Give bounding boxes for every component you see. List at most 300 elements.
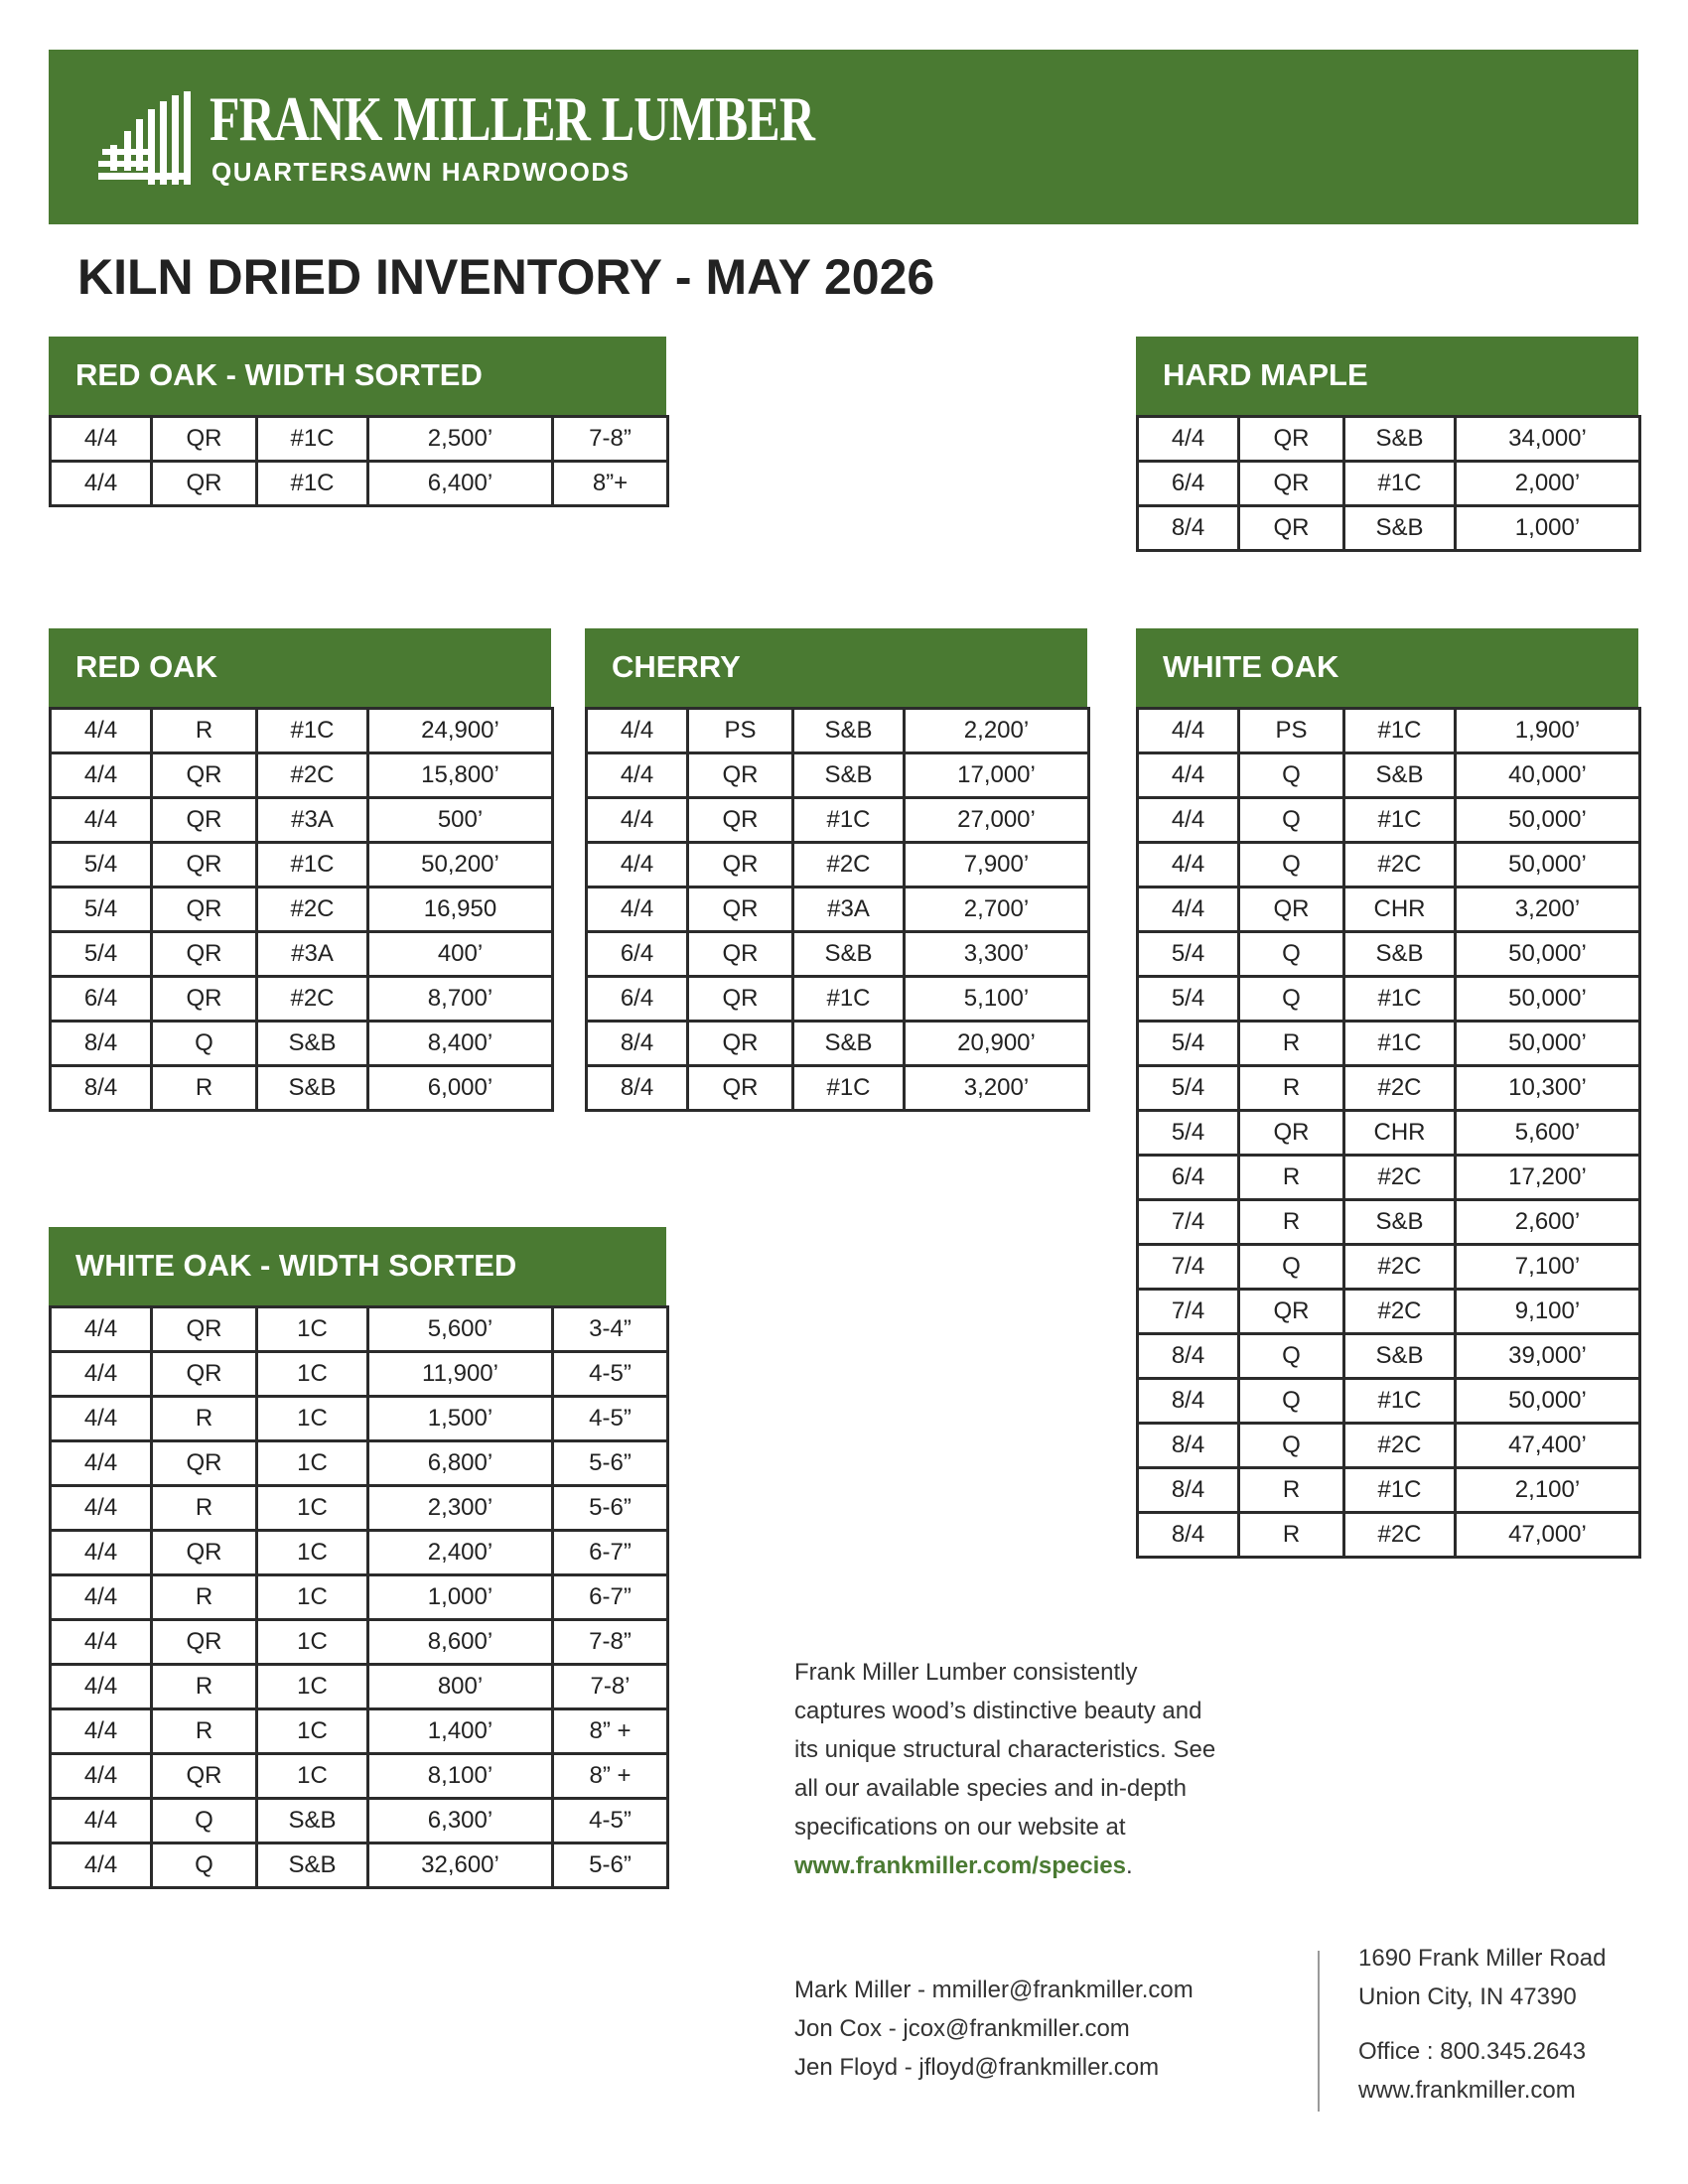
website-link[interactable]: www.frankmiller.com (1358, 2077, 1576, 2104)
thickness-cell: 4/4 (1138, 798, 1239, 843)
grade-cell: 1C (257, 1397, 368, 1441)
thickness-cell: 6/4 (51, 977, 152, 1022)
thickness-cell: 8/4 (1138, 506, 1239, 551)
cut-cell: QR (152, 977, 257, 1022)
table-row (1138, 1379, 1640, 1424)
thickness-cell: 5/4 (51, 932, 152, 977)
grade-cell: 1C (257, 1709, 368, 1754)
width-cell: 8” + (553, 1754, 668, 1799)
footage-cell: 6,400’ (368, 462, 553, 506)
company-blurb (794, 1653, 1271, 1885)
table-red-oak (49, 628, 551, 1112)
blurb-line: captures wood’s distinctive beauty and (794, 1698, 1202, 1724)
thickness-cell: 4/4 (51, 798, 152, 843)
grade-cell: #3A (257, 932, 368, 977)
thickness-cell: 4/4 (51, 1843, 152, 1888)
footage-cell: 8,100’ (368, 1754, 553, 1799)
cut-cell: QR (152, 1531, 257, 1575)
footage-cell: 2,400’ (368, 1531, 553, 1575)
table-row (1138, 887, 1640, 932)
table-row (1138, 1200, 1640, 1245)
table-row (1138, 1022, 1640, 1066)
grade-cell: 1C (257, 1620, 368, 1665)
cut-cell: QR (152, 798, 257, 843)
thickness-cell: 4/4 (51, 1754, 152, 1799)
cut-cell: QR (152, 1307, 257, 1352)
thickness-cell: 5/4 (51, 887, 152, 932)
cut-cell: QR (688, 843, 793, 887)
table-row (587, 1066, 1089, 1111)
width-cell: 5-6” (553, 1843, 668, 1888)
grade-cell: S&B (257, 1799, 368, 1843)
cut-cell: Q (152, 1022, 257, 1066)
thickness-cell: 5/4 (51, 843, 152, 887)
footer-divider (1318, 1951, 1320, 2112)
table-white-oak-width-sorted (49, 1227, 666, 1889)
grade-cell: 1C (257, 1486, 368, 1531)
cut-cell: PS (1239, 709, 1344, 753)
grade-cell: #1C (1344, 709, 1456, 753)
width-cell: 6-7” (553, 1575, 668, 1620)
width-cell: 4-5” (553, 1352, 668, 1397)
table-row (51, 1022, 553, 1066)
table-row (51, 1531, 668, 1575)
table-row (51, 1843, 668, 1888)
thickness-cell: 8/4 (1138, 1468, 1239, 1513)
blurb-line: all our available species and in-depth (794, 1775, 1187, 1802)
footage-cell: 3,200’ (1456, 887, 1640, 932)
footage-cell: 10,300’ (1456, 1066, 1640, 1111)
table-row (51, 462, 668, 506)
cut-cell: Q (152, 1799, 257, 1843)
table-row (1138, 1066, 1640, 1111)
grade-cell: #1C (793, 977, 905, 1022)
width-cell: 4-5” (553, 1799, 668, 1843)
thickness-cell: 6/4 (587, 932, 688, 977)
contact-jen-floyd[interactable]: Jen Floyd - jfloyd@frankmiller.com (794, 2054, 1160, 2081)
cut-cell: QR (1239, 417, 1344, 462)
footage-cell: 34,000’ (1456, 417, 1640, 462)
thickness-cell: 7/4 (1138, 1245, 1239, 1290)
footage-cell: 17,200’ (1456, 1156, 1640, 1200)
grade-cell: #2C (1344, 1245, 1456, 1290)
cut-cell: R (1239, 1156, 1344, 1200)
footage-cell: 6,800’ (368, 1441, 553, 1486)
table-row (587, 798, 1089, 843)
species-link[interactable]: www.frankmiller.com/species (794, 1852, 1126, 1879)
grade-cell: CHR (1344, 887, 1456, 932)
footage-cell: 2,600’ (1456, 1200, 1640, 1245)
footage-cell: 7,100’ (1456, 1245, 1640, 1290)
footage-cell: 2,500’ (368, 417, 553, 462)
cut-cell: Q (152, 1843, 257, 1888)
grade-cell: CHR (1344, 1111, 1456, 1156)
table-row (1138, 1468, 1640, 1513)
cut-cell: QR (152, 887, 257, 932)
footage-cell: 5,600’ (1456, 1111, 1640, 1156)
thickness-cell: 4/4 (51, 1352, 152, 1397)
cut-cell: Q (1239, 1379, 1344, 1424)
blurb-line: Frank Miller Lumber consistently (794, 1659, 1138, 1686)
grade-cell: 1C (257, 1665, 368, 1709)
table-row (51, 1709, 668, 1754)
grade-cell: #2C (1344, 1513, 1456, 1558)
table-row (1138, 977, 1640, 1022)
thickness-cell: 4/4 (51, 1799, 152, 1843)
cut-cell: R (1239, 1513, 1344, 1558)
table-row (51, 1307, 668, 1352)
width-cell: 6-7” (553, 1531, 668, 1575)
grade-cell: S&B (1344, 932, 1456, 977)
footage-cell: 50,000’ (1456, 1022, 1640, 1066)
table-row (51, 887, 553, 932)
thickness-cell: 8/4 (1138, 1513, 1239, 1558)
grade-cell: #2C (1344, 1424, 1456, 1468)
thickness-cell: 5/4 (1138, 932, 1239, 977)
footage-cell: 1,400’ (368, 1709, 553, 1754)
grade-cell: #1C (1344, 1022, 1456, 1066)
thickness-cell: 4/4 (587, 709, 688, 753)
width-cell: 8”+ (553, 462, 668, 506)
footage-cell: 2,300’ (368, 1486, 553, 1531)
grade-cell: 1C (257, 1307, 368, 1352)
cut-cell: QR (152, 462, 257, 506)
width-cell: 8” + (553, 1709, 668, 1754)
table-row (51, 1754, 668, 1799)
table-row (51, 1066, 553, 1111)
table-heading: HARD MAPLE (1136, 337, 1638, 415)
cut-cell: R (152, 1709, 257, 1754)
grade-cell: S&B (1344, 753, 1456, 798)
footage-cell: 6,000’ (368, 1066, 553, 1111)
footage-cell: 8,400’ (368, 1022, 553, 1066)
cut-cell: Q (1239, 1334, 1344, 1379)
thickness-cell: 5/4 (1138, 1022, 1239, 1066)
thickness-cell: 4/4 (51, 1575, 152, 1620)
table-row (51, 1397, 668, 1441)
table-heading: RED OAK (49, 628, 551, 707)
thickness-cell: 4/4 (51, 1665, 152, 1709)
grade-cell: S&B (257, 1843, 368, 1888)
thickness-cell: 4/4 (51, 1486, 152, 1531)
grade-cell: #1C (257, 462, 368, 506)
address-block (1358, 1939, 1606, 2110)
grade-cell: #1C (257, 843, 368, 887)
footage-cell: 5,100’ (905, 977, 1089, 1022)
footage-cell: 50,200’ (368, 843, 553, 887)
cut-cell: QR (152, 1620, 257, 1665)
footage-cell: 39,000’ (1456, 1334, 1640, 1379)
table-row (587, 753, 1089, 798)
table-row (587, 977, 1089, 1022)
grade-cell: 1C (257, 1754, 368, 1799)
width-cell: 3-4” (553, 1307, 668, 1352)
cut-cell: QR (1239, 462, 1344, 506)
grade-cell: #1C (793, 1066, 905, 1111)
footage-cell: 8,600’ (368, 1620, 553, 1665)
width-cell: 7-8” (553, 1620, 668, 1665)
cut-cell: QR (688, 932, 793, 977)
table-hard-maple (1136, 337, 1638, 552)
contact-jon-cox[interactable]: Jon Cox - jcox@frankmiller.com (794, 2015, 1130, 2042)
grade-cell: #2C (1344, 1156, 1456, 1200)
width-cell: 7-8” (553, 417, 668, 462)
table-row (51, 798, 553, 843)
cut-cell: Q (1239, 977, 1344, 1022)
brand-tagline: QUARTERSAWN HARDWOODS (211, 157, 631, 187)
footage-cell: 500’ (368, 798, 553, 843)
cut-cell: QR (688, 753, 793, 798)
footage-cell: 400’ (368, 932, 553, 977)
footage-cell: 800’ (368, 1665, 553, 1709)
width-cell: 5-6” (553, 1486, 668, 1531)
table-row (51, 1441, 668, 1486)
table-row (587, 932, 1089, 977)
footage-cell: 50,000’ (1456, 798, 1640, 843)
table-row (1138, 1245, 1640, 1290)
footage-cell: 2,700’ (905, 887, 1089, 932)
cut-cell: QR (152, 932, 257, 977)
cut-cell: R (152, 1486, 257, 1531)
footage-cell: 50,000’ (1456, 977, 1640, 1022)
thickness-cell: 4/4 (1138, 709, 1239, 753)
thickness-cell: 4/4 (1138, 887, 1239, 932)
table-row (51, 1665, 668, 1709)
width-cell: 4-5” (553, 1397, 668, 1441)
footage-cell: 20,900’ (905, 1022, 1089, 1066)
table-row (1138, 753, 1640, 798)
blurb-line: specifications on our website at (794, 1814, 1126, 1841)
thickness-cell: 4/4 (51, 709, 152, 753)
table-row (1138, 709, 1640, 753)
brand-name: FRANK MILLER LUMBER (210, 83, 815, 154)
contact-list (794, 1971, 1194, 2087)
table-row (1138, 843, 1640, 887)
table-row (51, 709, 553, 753)
grade-cell: S&B (793, 1022, 905, 1066)
thickness-cell: 4/4 (51, 1307, 152, 1352)
grade-cell: #2C (257, 753, 368, 798)
cut-cell: QR (688, 798, 793, 843)
cut-cell: QR (688, 977, 793, 1022)
page-title: KILN DRIED INVENTORY - MAY 2026 (77, 249, 935, 305)
thickness-cell: 4/4 (51, 1531, 152, 1575)
table-row (1138, 506, 1640, 551)
grade-cell: #1C (1344, 977, 1456, 1022)
address-street: 1690 Frank Miller Road (1358, 1945, 1607, 1972)
table-row (1138, 1111, 1640, 1156)
grade-cell: #1C (1344, 1379, 1456, 1424)
cut-cell: R (1239, 1468, 1344, 1513)
cut-cell: R (152, 709, 257, 753)
footage-cell: 2,200’ (905, 709, 1089, 753)
thickness-cell: 4/4 (587, 798, 688, 843)
thickness-cell: 4/4 (51, 1620, 152, 1665)
table-row (1138, 1334, 1640, 1379)
contact-mark-miller[interactable]: Mark Miller - mmiller@frankmiller.com (794, 1977, 1194, 2003)
grade-cell: #2C (1344, 843, 1456, 887)
grade-cell: #2C (257, 977, 368, 1022)
grade-cell: S&B (257, 1022, 368, 1066)
thickness-cell: 4/4 (587, 753, 688, 798)
table-row (51, 932, 553, 977)
table-red-oak-width-sorted (49, 337, 666, 507)
cut-cell: R (1239, 1200, 1344, 1245)
table-row (51, 843, 553, 887)
cut-cell: QR (152, 1352, 257, 1397)
footage-cell: 11,900’ (368, 1352, 553, 1397)
thickness-cell: 7/4 (1138, 1200, 1239, 1245)
footage-cell: 7,900’ (905, 843, 1089, 887)
thickness-cell: 6/4 (1138, 1156, 1239, 1200)
blurb-link-suffix: . (1125, 1852, 1133, 1879)
table-row (1138, 932, 1640, 977)
footage-cell: 47,400’ (1456, 1424, 1640, 1468)
table-heading: WHITE OAK - WIDTH SORTED (49, 1227, 666, 1305)
cut-cell: R (1239, 1066, 1344, 1111)
grade-cell: S&B (1344, 417, 1456, 462)
thickness-cell: 6/4 (1138, 462, 1239, 506)
cut-cell: R (1239, 1022, 1344, 1066)
grade-cell: 1C (257, 1352, 368, 1397)
cut-cell: Q (1239, 798, 1344, 843)
table-row (587, 843, 1089, 887)
footage-cell: 50,000’ (1456, 932, 1640, 977)
address-city: Union City, IN 47390 (1358, 1983, 1577, 2010)
cut-cell: QR (1239, 506, 1344, 551)
cut-cell: Q (1239, 1245, 1344, 1290)
table-heading: CHERRY (585, 628, 1087, 707)
blurb-line: its unique structural characteristics. See (794, 1736, 1216, 1763)
thickness-cell: 4/4 (51, 1397, 152, 1441)
table-row (587, 887, 1089, 932)
footage-cell: 8,700’ (368, 977, 553, 1022)
grade-cell: S&B (1344, 506, 1456, 551)
logo-mark-icon (96, 91, 192, 187)
table-row (51, 417, 668, 462)
table-row (51, 1799, 668, 1843)
table-row (51, 753, 553, 798)
thickness-cell: 8/4 (1138, 1379, 1239, 1424)
grade-cell: #2C (1344, 1066, 1456, 1111)
table-heading: RED OAK - WIDTH SORTED (49, 337, 666, 415)
footage-cell: 5,600’ (368, 1307, 553, 1352)
footage-cell: 1,000’ (368, 1575, 553, 1620)
grade-cell: S&B (793, 932, 905, 977)
footage-cell: 27,000’ (905, 798, 1089, 843)
grade-cell: #3A (793, 887, 905, 932)
table-row (51, 1486, 668, 1531)
cut-cell: QR (1239, 887, 1344, 932)
grade-cell: #1C (257, 709, 368, 753)
cut-cell: Q (1239, 843, 1344, 887)
cut-cell: QR (688, 1022, 793, 1066)
cut-cell: PS (688, 709, 793, 753)
grade-cell: #1C (1344, 1468, 1456, 1513)
footage-cell: 9,100’ (1456, 1290, 1640, 1334)
grade-cell: #3A (257, 798, 368, 843)
grade-cell: S&B (1344, 1334, 1456, 1379)
width-cell: 7-8’ (553, 1665, 668, 1709)
footage-cell: 2,000’ (1456, 462, 1640, 506)
thickness-cell: 8/4 (587, 1066, 688, 1111)
table-row (51, 977, 553, 1022)
header-banner (49, 50, 1638, 224)
thickness-cell: 5/4 (1138, 977, 1239, 1022)
grade-cell: S&B (793, 709, 905, 753)
width-cell: 5-6” (553, 1441, 668, 1486)
cut-cell: Q (1239, 753, 1344, 798)
blurb-last-line (794, 1846, 1271, 1885)
cut-cell: QR (152, 1754, 257, 1799)
footage-cell: 1,500’ (368, 1397, 553, 1441)
cut-cell: QR (152, 1441, 257, 1486)
table-row (587, 709, 1089, 753)
footage-cell: 50,000’ (1456, 843, 1640, 887)
cut-cell: QR (152, 753, 257, 798)
footage-cell: 1,000’ (1456, 506, 1640, 551)
table-heading: WHITE OAK (1136, 628, 1638, 707)
grade-cell: #1C (1344, 798, 1456, 843)
cut-cell: R (152, 1665, 257, 1709)
table-row (1138, 417, 1640, 462)
table-row (1138, 1290, 1640, 1334)
grade-cell: S&B (257, 1066, 368, 1111)
thickness-cell: 5/4 (1138, 1111, 1239, 1156)
thickness-cell: 4/4 (587, 887, 688, 932)
thickness-cell: 7/4 (1138, 1290, 1239, 1334)
cut-cell: R (152, 1397, 257, 1441)
cut-cell: QR (1239, 1290, 1344, 1334)
cut-cell: Q (1239, 1424, 1344, 1468)
thickness-cell: 6/4 (587, 977, 688, 1022)
cut-cell: QR (688, 1066, 793, 1111)
footage-cell: 16,950 (368, 887, 553, 932)
table-row (1138, 1424, 1640, 1468)
table-cherry (585, 628, 1087, 1112)
table-row (51, 1575, 668, 1620)
table-row (1138, 462, 1640, 506)
thickness-cell: 4/4 (1138, 843, 1239, 887)
grade-cell: S&B (1344, 1200, 1456, 1245)
thickness-cell: 8/4 (1138, 1424, 1239, 1468)
thickness-cell: 4/4 (51, 1709, 152, 1754)
grade-cell: #1C (1344, 462, 1456, 506)
table-row (1138, 1156, 1640, 1200)
grade-cell: 1C (257, 1531, 368, 1575)
footage-cell: 1,900’ (1456, 709, 1640, 753)
table-row (1138, 1513, 1640, 1558)
cut-cell: Q (1239, 932, 1344, 977)
footage-cell: 32,600’ (368, 1843, 553, 1888)
grade-cell: 1C (257, 1575, 368, 1620)
thickness-cell: 4/4 (51, 462, 152, 506)
cut-cell: QR (152, 843, 257, 887)
footage-cell: 3,300’ (905, 932, 1089, 977)
cut-cell: R (152, 1575, 257, 1620)
thickness-cell: 8/4 (51, 1066, 152, 1111)
thickness-cell: 8/4 (587, 1022, 688, 1066)
table-white-oak (1136, 628, 1638, 1559)
thickness-cell: 5/4 (1138, 1066, 1239, 1111)
footage-cell: 17,000’ (905, 753, 1089, 798)
table-row (1138, 798, 1640, 843)
office-phone: Office : 800.345.2643 (1358, 2038, 1587, 2065)
cut-cell: QR (152, 417, 257, 462)
thickness-cell: 4/4 (1138, 417, 1239, 462)
table-row (587, 1022, 1089, 1066)
grade-cell: #2C (257, 887, 368, 932)
